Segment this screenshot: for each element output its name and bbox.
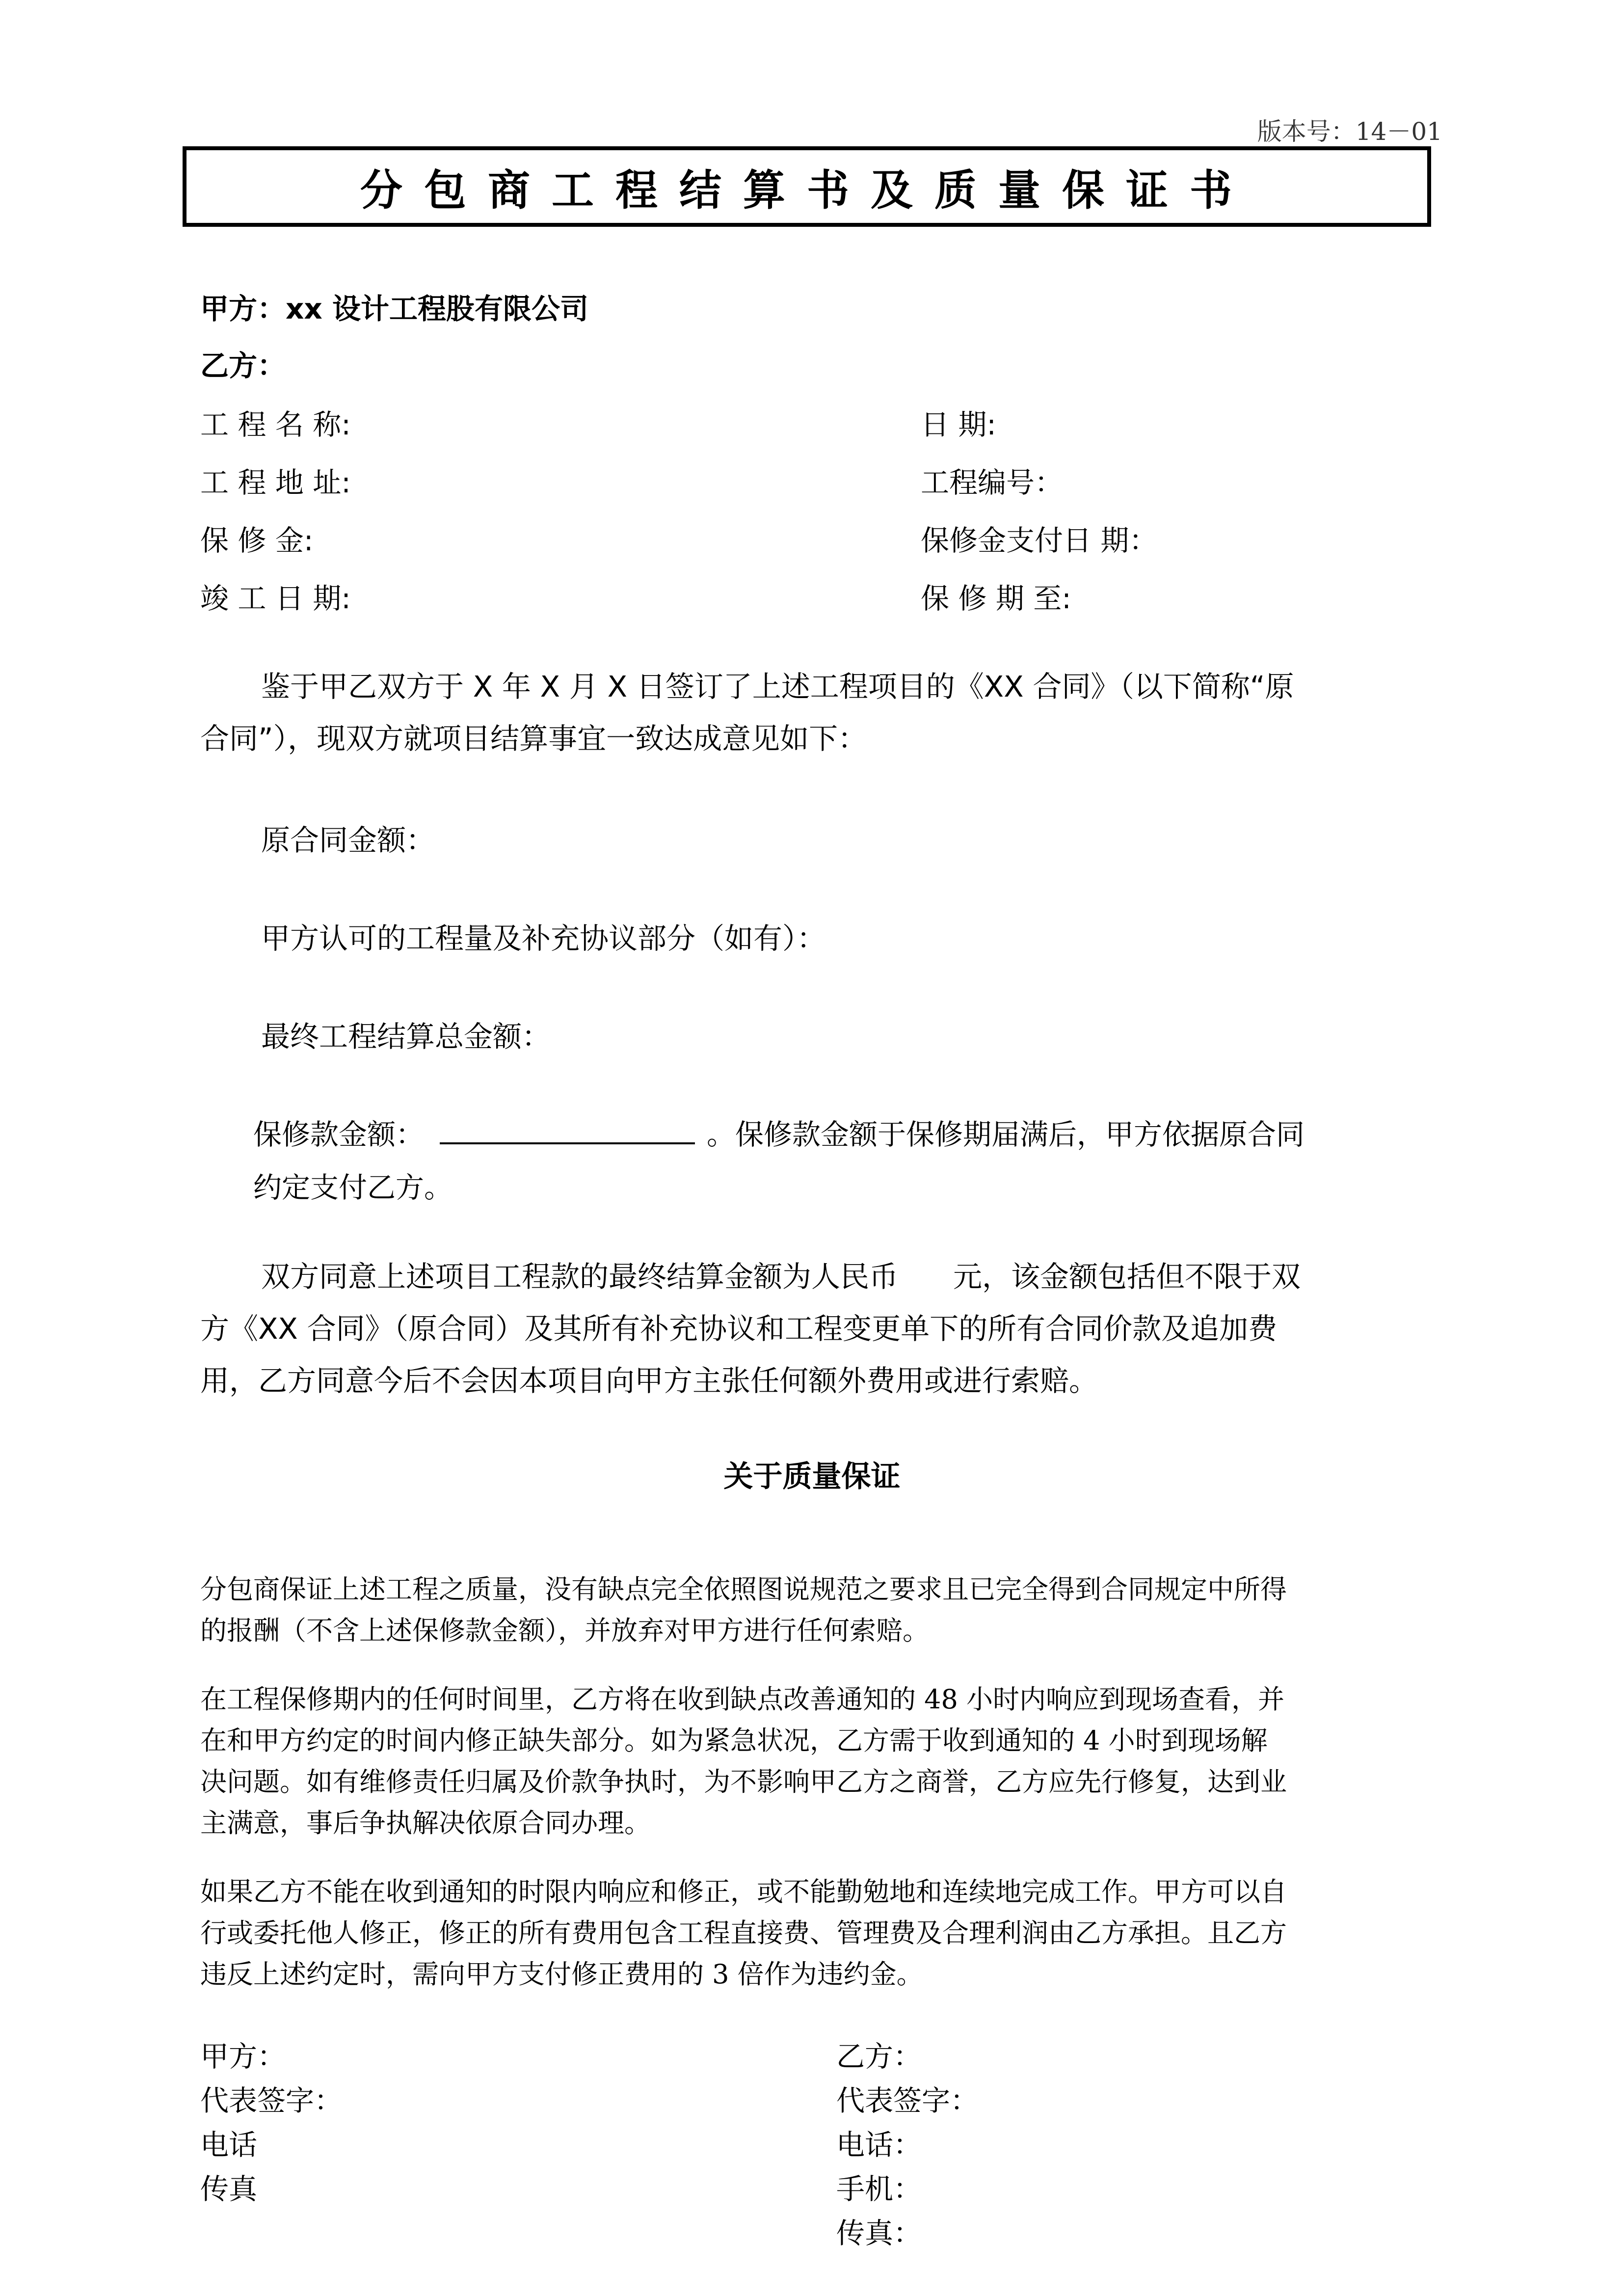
project-number-label: 工程编号： (921, 466, 1064, 499)
agreement-paragraph (200, 1251, 1437, 1407)
warranty-amount-label: 保修款金额： (253, 1118, 425, 1151)
original-contract-amount: 原合同金额： (261, 823, 435, 857)
project-address-label: 工 程 地 址: (200, 466, 351, 499)
approved-quantity-amount: 甲方认可的工程量及补充协议部分（如有）： (261, 921, 826, 955)
quality-heading: 关于质量保证 (723, 1459, 901, 1494)
warranty-payment-date-label: 保修金支付日 期： (921, 524, 1158, 557)
document-title: 分包商工程结算书及质量保证书 (360, 166, 1253, 215)
agreement-line-1b: 元，该金额包括但不限于双 (953, 1260, 1301, 1294)
sig-right-fax: 传真： (836, 2216, 922, 2250)
warranty-amount-rest: 。保修款金额于保修期届满后，甲方依据原合同 (707, 1118, 1305, 1151)
quality-p2-line-3: 决问题。如有维修责任归属及价款争执时，为不影响甲乙方之商誉，乙方应先行修复，达到业 (200, 1766, 1287, 1797)
date-label: 日 期: (921, 408, 996, 441)
sig-left-fax: 传真 (200, 2172, 258, 2206)
sig-right-mobile: 手机： (836, 2172, 922, 2206)
quality-paragraph-1 (200, 1569, 1437, 1651)
version-number: 版本号：14－01 (1257, 117, 1442, 146)
agreement-line-3: 用，乙方同意今后不会因本项目向甲方主张任何额外费用或进行索赔。 (200, 1364, 1098, 1398)
quality-paragraph-3 (200, 1871, 1437, 1995)
warranty-amount-blank (440, 1116, 695, 1144)
sig-left-party: 甲方： (200, 2040, 286, 2073)
quality-p2-line-4: 主满意，事后争执解决依原合同办理。 (200, 1808, 651, 1838)
sig-right-phone: 电话： (836, 2128, 922, 2161)
quality-p2-line-1: 在工程保修期内的任何时间里，乙方将在收到缺点改善通知的 48 小时内响应到现场查看，并 (200, 1684, 1285, 1715)
sig-left-phone: 电话 (200, 2128, 258, 2161)
agreement-line-2: 方《XX 合同》（原合同）及其所有补充协议和工程变更单下的所有合同价款及追加费 (200, 1312, 1278, 1346)
quality-p3-line-2: 行或委托他人修正，修正的所有费用包含工程直接费、管理费及合理利润由乙方承担。且乙方 (200, 1918, 1287, 1948)
agreement-line-1a: 双方同意上述项目工程款的最终结算金额为人民币 (261, 1260, 899, 1294)
quality-paragraph-2 (200, 1679, 1437, 1844)
agreement-line-1 (200, 1251, 1437, 1303)
warranty-amount-line (253, 1111, 1305, 1153)
warranty-amount-line-2: 约定支付乙方。 (253, 1171, 453, 1204)
quality-p3-line-1: 如果乙方不能在收到通知的时限内响应和修正，或不能勤勉地和连续地完成工作。甲方可以自 (200, 1876, 1287, 1907)
quality-p3-line-3: 违反上述约定时，需向甲方支付修正费用的 3 倍作为违约金。 (200, 1959, 923, 1990)
sig-right-party: 乙方： (836, 2040, 922, 2073)
intro-line-1: 鉴于甲乙双方于 X 年 X 月 X 日签订了上述工程项目的《XX 合同》（以下简称“原 (261, 670, 1294, 703)
quality-p2-line-2: 在和甲方约定的时间内修正缺失部分。如为紧急状况，乙方需于收到通知的 4 小时到现场解 (200, 1725, 1268, 1756)
party-a-line: 甲方：xx 设计工程股有限公司 (200, 292, 589, 325)
sig-right-rep: 代表签字： (836, 2084, 979, 2117)
sig-left-rep: 代表签字： (200, 2084, 343, 2117)
title-box (183, 146, 1431, 227)
quality-p1-line-1: 分包商保证上述工程之质量，没有缺点完全依照图说规范之要求且已完全得到合同规定中所得 (200, 1574, 1287, 1605)
party-b-line: 乙方： (200, 349, 286, 382)
intro-paragraph (200, 661, 1437, 765)
intro-line-2: 合同”），现双方就项目结算事宜一致达成意见如下： (200, 722, 867, 756)
completion-date-label: 竣 工 日 期: (200, 582, 351, 615)
warranty-until-label: 保 修 期 至: (921, 582, 1071, 615)
project-name-label: 工 程 名 称: (200, 408, 351, 441)
quality-p1-line-2: 的报酬（不含上述保修款金额），并放弃对甲方进行任何索赔。 (200, 1615, 929, 1646)
final-settlement-amount: 最终工程结算总金额： (261, 1020, 551, 1053)
warranty-deposit-label: 保 修 金: (200, 524, 314, 557)
